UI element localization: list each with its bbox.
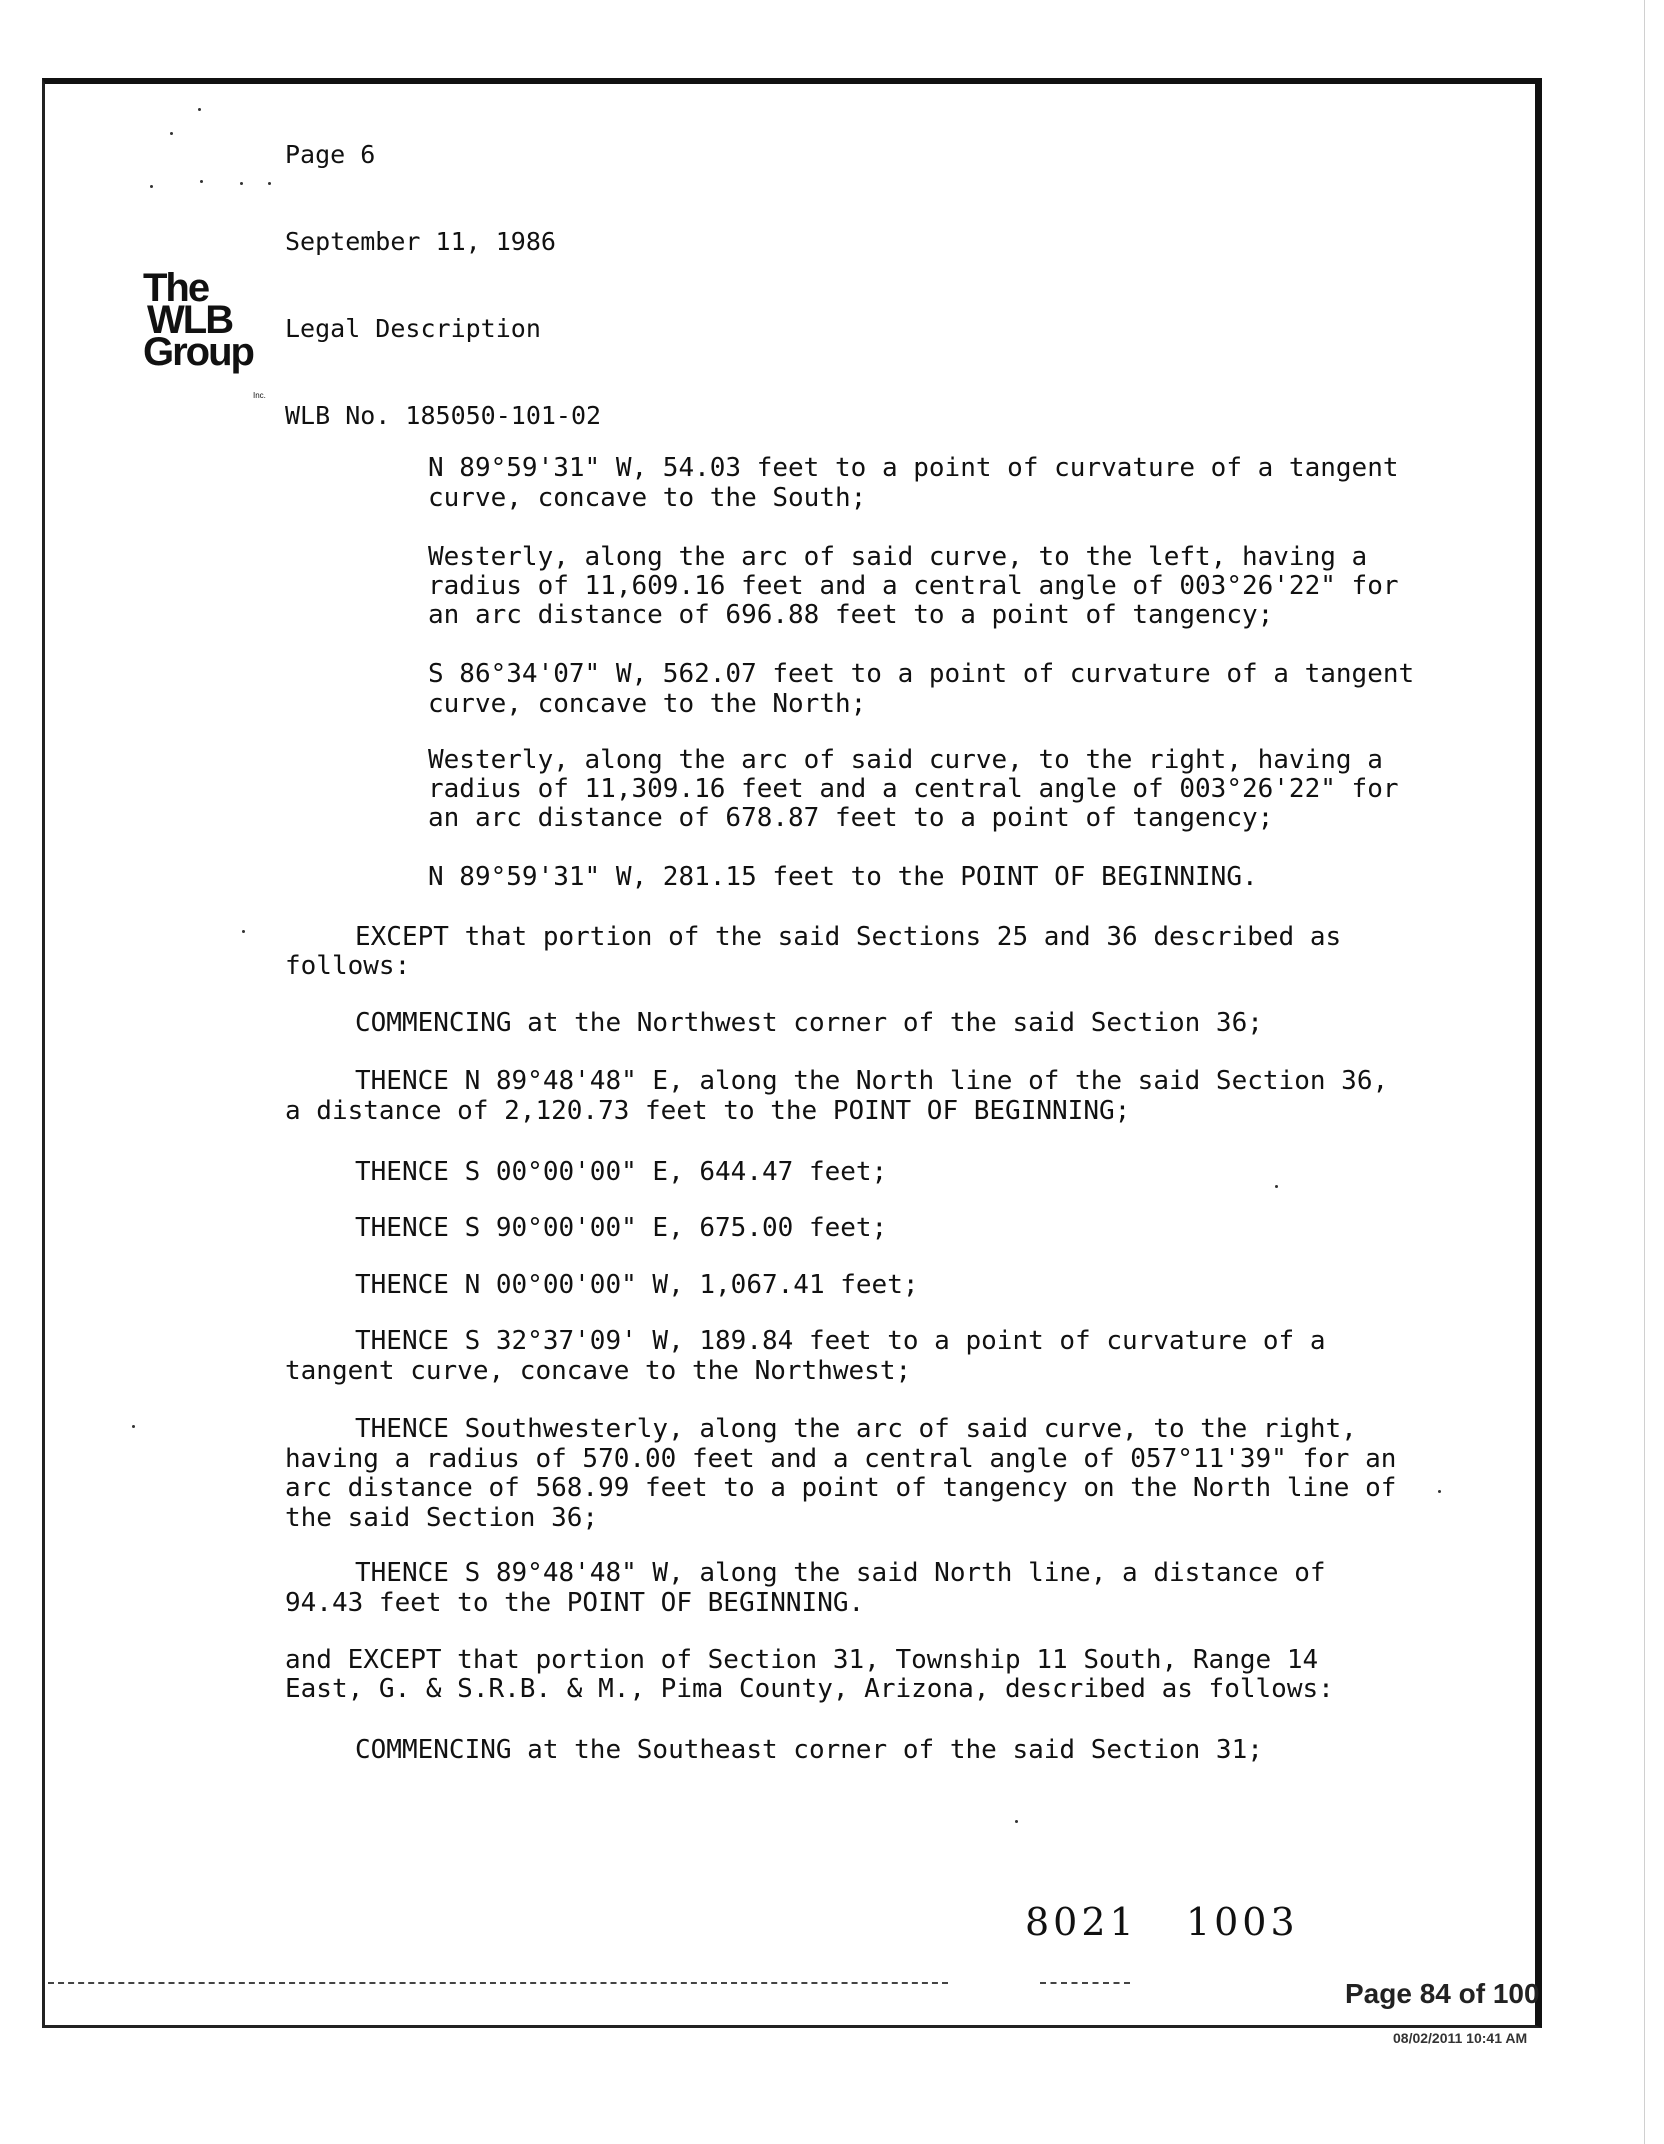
print-timestamp: 08/02/2011 10:41 AM xyxy=(1393,2030,1528,2046)
paragraph-6-line-2: follows: xyxy=(285,951,411,981)
scan-speck xyxy=(1015,1820,1018,1823)
paragraph-3-line-2: curve, concave to the North; xyxy=(428,689,867,719)
header-title: Legal Description xyxy=(285,314,541,343)
paragraph-9-line-1: THENCE S 00°00'00" E, 644.47 feet; xyxy=(355,1157,888,1187)
paragraph-5-line-1: N 89°59'31" W, 281.15 feet to the POINT OF BEGINNING. xyxy=(428,862,1258,892)
logo-line-the: The xyxy=(143,266,209,310)
paragraph-15-line-2: East, G. & S.R.B. & M., Pima County, Arizona, described as follows: xyxy=(285,1674,1334,1704)
paragraph-10-line-1: THENCE S 90°00'00" E, 675.00 feet; xyxy=(355,1213,888,1243)
paragraph-2-line-3: an arc distance of 696.88 feet to a point of tangency; xyxy=(428,600,1274,630)
header-wlb-number: WLB No. 185050-101-02 xyxy=(285,401,602,430)
paragraph-13-line-2: having a radius of 570.00 feet and a central angle of 057°11'39" for an xyxy=(285,1444,1397,1474)
scan-speck xyxy=(242,930,245,933)
document-header xyxy=(285,82,601,459)
footer-dash-rule xyxy=(48,1982,948,1984)
scan-speck xyxy=(198,108,201,111)
paragraph-12-line-2: tangent curve, concave to the Northwest; xyxy=(285,1356,912,1386)
paragraph-7-line-1: COMMENCING at the Northwest corner of the said Section 36; xyxy=(355,1008,1263,1038)
scan-speck xyxy=(200,180,203,183)
paragraph-8-line-2: a distance of 2,120.73 feet to the POINT OF BEGINNING; xyxy=(285,1096,1131,1126)
logo-suffix: Inc. xyxy=(253,391,266,400)
logo-line-wlb: WLB xyxy=(147,298,233,342)
page-of-label: Page 84 of 100 xyxy=(1345,1978,1540,2009)
paragraph-4-line-1: Westerly, along the arc of said curve, to the right, having a xyxy=(428,745,1383,775)
paragraph-1-line-1: N 89°59'31" W, 54.03 feet to a point of curvature of a tangent xyxy=(428,453,1399,483)
footer-dash-rule-short xyxy=(1040,1982,1130,1984)
paragraph-4-line-3: an arc distance of 678.87 feet to a point of tangency; xyxy=(428,803,1274,833)
paragraph-3-line-1: S 86°34'07" W, 562.07 feet to a point of curvature of a tangent xyxy=(428,659,1415,689)
scan-speck xyxy=(1275,1185,1278,1188)
recording-document-number: 8021 1003 xyxy=(1025,1900,1299,1944)
paragraph-13-line-3: arc distance of 568.99 feet to a point of tangency on the North line of xyxy=(285,1473,1397,1503)
header-date: September 11, 1986 xyxy=(285,227,556,256)
scan-speck xyxy=(150,185,153,188)
paragraph-2-line-2: radius of 11,609.16 feet and a central angle of 003°26'22" for xyxy=(428,571,1399,601)
scan-speck xyxy=(268,182,271,185)
scan-speck xyxy=(240,182,243,185)
paragraph-1-line-2: curve, concave to the South; xyxy=(428,483,867,513)
scan-speck xyxy=(170,132,173,135)
paragraph-15-line-1: and EXCEPT that portion of Section 31, Township 11 South, Range 14 xyxy=(285,1645,1319,1675)
wlb-group-logo xyxy=(143,266,293,400)
paragraph-6-line-1: EXCEPT that portion of the said Sections 25 and 36 described as xyxy=(355,922,1342,952)
paragraph-13-line-1: THENCE Southwesterly, along the arc of said curve, to the right, xyxy=(355,1414,1357,1444)
scan-speck xyxy=(1438,1490,1441,1493)
logo-line-group: Group xyxy=(143,330,253,374)
scan-edge-line xyxy=(1644,0,1645,2144)
paragraph-12-line-1: THENCE S 32°37'09' W, 189.84 feet to a point of curvature of a xyxy=(355,1326,1326,1356)
paragraph-11-line-1: THENCE N 00°00'00" W, 1,067.41 feet; xyxy=(355,1270,919,1300)
paragraph-14-line-1: THENCE S 89°48'48" W, along the said North line, a distance of xyxy=(355,1558,1326,1588)
header-page: Page 6 xyxy=(285,140,376,169)
paragraph-13-line-4: the said Section 36; xyxy=(285,1503,599,1533)
paragraph-4-line-2: radius of 11,309.16 feet and a central angle of 003°26'22" for xyxy=(428,774,1399,804)
paragraph-16-line-1: COMMENCING at the Southeast corner of the said Section 31; xyxy=(355,1735,1263,1765)
paragraph-8-line-1: THENCE N 89°48'48" E, along the North line of the said Section 36, xyxy=(355,1066,1389,1096)
paragraph-14-line-2: 94.43 feet to the POINT OF BEGINNING. xyxy=(285,1588,865,1618)
paragraph-2-line-1: Westerly, along the arc of said curve, to the left, having a xyxy=(428,542,1368,572)
scan-speck xyxy=(132,1425,135,1428)
